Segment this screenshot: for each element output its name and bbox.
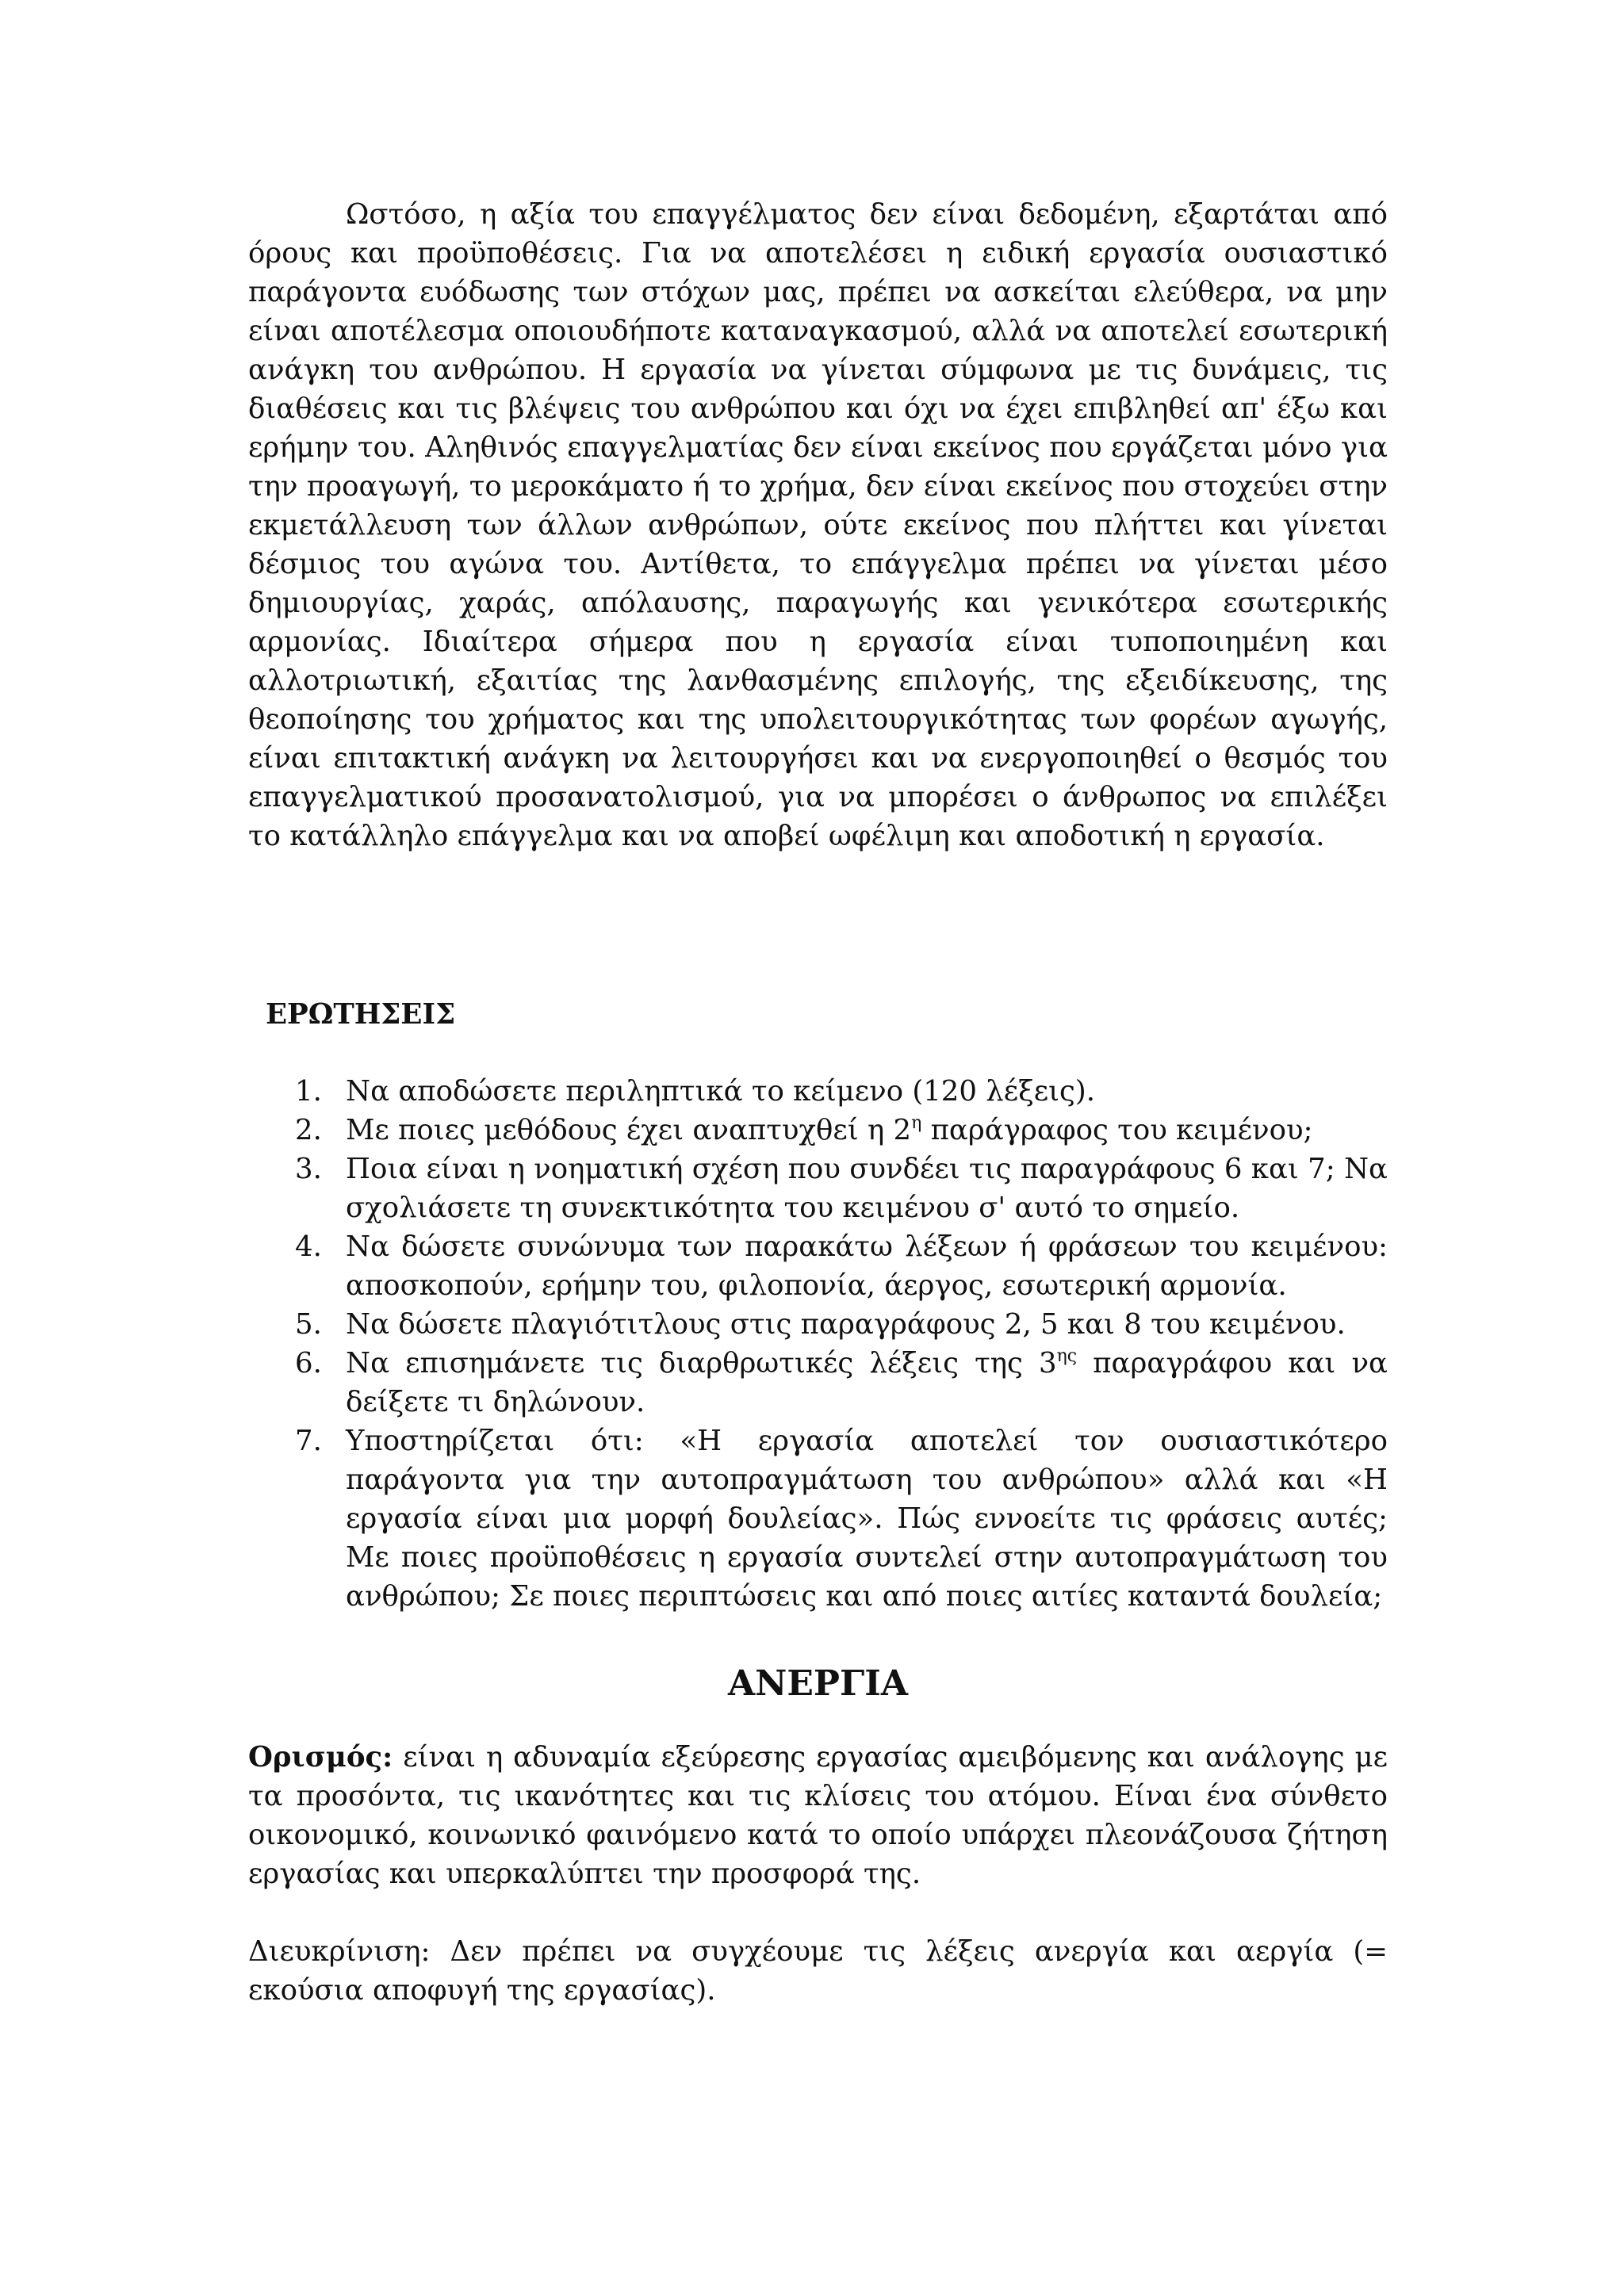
ordinal-suffix: ης bbox=[1056, 1346, 1078, 1366]
question-number: 5. bbox=[295, 1308, 322, 1341]
question-text bbox=[346, 1347, 1388, 1418]
questions-list bbox=[248, 1072, 1388, 1616]
question-text-end: παραγράφου και να δείξετε τι δηλώνουν. bbox=[346, 1347, 1388, 1418]
page-content bbox=[248, 195, 1388, 2010]
question-text: Να αποδώσετε περιληπτικά το κείμενο (120 λέξεις). bbox=[346, 1075, 1096, 1108]
ordinal-suffix: η bbox=[911, 1113, 922, 1133]
intro-paragraph: Ωστόσο, η αξία του επαγγέλματος δεν είναι δεδομένη, εξαρτάται από όρους και προϋποθέσεις. Για να αποτελέσει η ειδική εργασία ουσιαστικό παράγοντα ευόδωσης των στόχων μας, πρέπει να ασκείται ελεύθερα, να μην είναι αποτέλεσμα οποιουδήποτε καταναγκασμού, αλλά να αποτελεί εσωτερική ανάγκη του ανθρώπου. Η εργασία να γίνεται σύμφωνα με τις δυνάμεις, τις διαθέσεις και τις βλέψεις του ανθρώπου και όχι να έχει επιβληθεί απ' έξω και ερήμην του. Αληθινός επαγγελματίας δεν είναι εκείνος που εργάζεται μόνο για την προαγωγή, το μεροκάματο ή το χρήμα, δεν είναι εκείνος που στοχεύει στην εκμετάλλευση των άλλων ανθρώπων, ούτε εκείνος που πλήττει και γίνεται δέσμιος του αγώνα του. Αντίθετα, το επάγγελμα πρέπει να γίνεται μέσο δημιουργίας, χαράς, απόλαυσης, παραγωγής και γενικότερα εσωτερικής αρμονίας. Ιδιαίτερα σήμερα που η εργασία είναι τυποποιημένη και αλλοτριωτική, εξαιτίας της λανθασμένης επιλογής, της εξειδίκευσης, της θεοποίησης του χρήματος και της υπολειτουργικότητας των φορέων αγωγής, είναι επιτακτική ανάγκη να λειτουργήσει και να ενεργοποιηθεί ο θεσμός του επαγγελματικού προσανατολισμού, για να μπορέσει ο άνθρωπος να επιλέξει το κατάλληλο επάγγελμα και να αποβεί ωφέλιμη και αποδοτική η εργασία. bbox=[248, 198, 1388, 852]
question-text: Να δώσετε συνώνυμα των παρακάτω λέξεων ή φράσεων του κειμένου: αποσκοπούν, ερήμην του, φιλοπονία, άεργος, εσωτερική αρμονία. bbox=[346, 1230, 1388, 1302]
question-number: 4. bbox=[295, 1230, 322, 1263]
question-item bbox=[295, 1150, 1388, 1227]
question-text-start: Με ποιες μεθόδους έχει αναπτυχθεί η 2 bbox=[346, 1114, 912, 1146]
question-number: 7. bbox=[295, 1425, 322, 1457]
question-number: 6. bbox=[295, 1347, 322, 1380]
question-item bbox=[295, 1072, 1388, 1111]
question-item bbox=[295, 1111, 1388, 1150]
question-text: Να δώσετε πλαγιότιτλους στις παραγράφους 2, 5 και 8 του κειμένου. bbox=[346, 1308, 1346, 1341]
question-text-end: παράγραφος του κειμένου; bbox=[921, 1114, 1313, 1146]
question-item bbox=[295, 1227, 1388, 1305]
clarification-paragraph: Διευκρίνιση: Δεν πρέπει να συγχέουμε τις λέξεις ανεργία και αεργία (= εκούσια αποφυγή της εργασίας). bbox=[248, 1935, 1388, 2007]
questions-heading: ΕΡΩΤΗΣΕΙΣ bbox=[266, 998, 456, 1031]
definition-label: Ορισμός: bbox=[248, 1741, 393, 1774]
question-item bbox=[295, 1422, 1388, 1616]
question-text bbox=[346, 1114, 1313, 1146]
question-number: 3. bbox=[295, 1153, 322, 1185]
question-item bbox=[295, 1305, 1388, 1344]
section-title: ΑΝΕΡΓΙΑ bbox=[728, 1663, 908, 1704]
definition-text: είναι η αδυναμία εξεύρεσης εργασίας αμειβόμενης και ανάλογης με τα προσόντα, τις ικανότητες και τις κλίσεις του ατόμου. Είναι ένα σύνθετο οικονομικό, κοινωνικό φαινόμενο κατά το οποίο υπάρχει πλεονάζουσα ζήτηση εργασίας και υπερκαλύπτει την προσφορά της. bbox=[248, 1741, 1388, 1890]
question-number: 1. bbox=[295, 1075, 322, 1108]
definition-paragraph bbox=[248, 1738, 1388, 1893]
question-text-start: Να επισημάνετε τις διαρθρωτικές λέξεις της 3 bbox=[346, 1347, 1057, 1380]
question-item bbox=[295, 1344, 1388, 1422]
question-number: 2. bbox=[295, 1114, 322, 1146]
question-text: Ποια είναι η νοηματική σχέση που συνδέει τις παραγράφους 6 και 7; Να σχολιάσετε τη συνεκτικότητα του κειμένου σ' αυτό το σημείο. bbox=[346, 1153, 1388, 1224]
question-text: Υποστηρίζεται ότι: «Η εργασία αποτελεί τον ουσιαστικότερο παράγοντα για την αυτοπραγμάτωση του ανθρώπου» αλλά και «Η εργασία είναι μια μορφή δουλείας». Πώς εννοείτε τις φράσεις αυτές; Με ποιες προϋποθέσεις η εργασία συντελεί στην αυτοπραγμάτωση του ανθρώπου; Σε ποιες περιπτώσεις και από ποιες αιτίες καταντά δουλεία; bbox=[346, 1425, 1388, 1613]
